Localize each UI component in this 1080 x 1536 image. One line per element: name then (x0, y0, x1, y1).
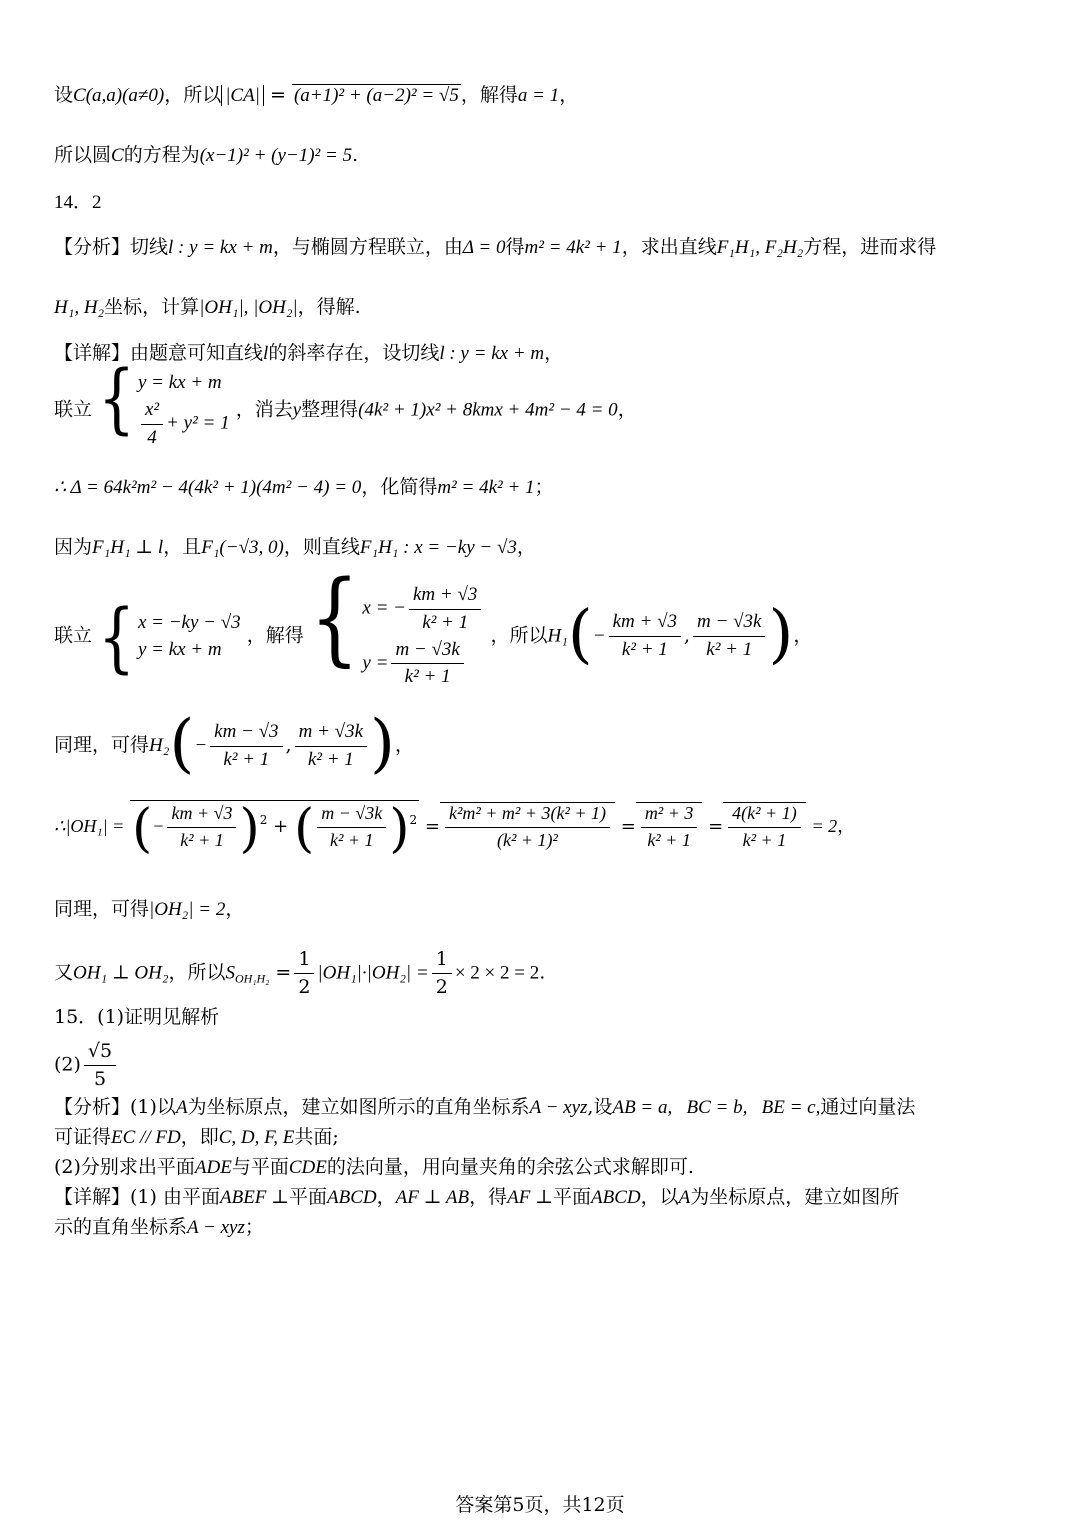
point-c-def: C(a,a)(a≠0) (73, 85, 165, 106)
tangent-line: l : y = kx + m (439, 343, 545, 364)
q14-oh1: ∴|OH₁| = (− $\frac{km + √3}{\text{k² + 1}}$ )$^2$ + ( $\frac{m - √3k}{\text{k² + 1}}$ )$^2$ = $\frac{\text{k²m² + m² + 3(k² + 1)}}{\text{(k² + 1)²}}$ = $\frac{\text{m² + 3}}{\text{k² + 1}}$ = $\frac{\text{4(k² + 1)}}{\text{k² + 1}}$ = 2， (54, 799, 856, 860)
perp-plane: ABEF ⊥ (219, 1187, 290, 1208)
system-row-2: y = kx + m (137, 638, 222, 660)
text: (1) 由平面 (130, 1186, 220, 1208)
q15-analysis-1 (54, 1096, 1040, 1120)
frac-num: km + √3 (609, 611, 681, 637)
text: ，得 (469, 1186, 508, 1208)
points-h1-h2: H₁, H₂ (54, 297, 105, 318)
solution-y (362, 639, 484, 690)
m-squared: m² = 4k² + 1 (524, 237, 622, 258)
simplified-result: m² = 4k² + 1 (437, 477, 535, 498)
text: ，所以 (168, 961, 226, 984)
frac-den: 4 (147, 426, 157, 448)
perp-oh: OH₁ ⊥ OH₂ (73, 962, 169, 984)
q14-oh2 (54, 898, 1040, 922)
point-h2: H₂ (149, 735, 170, 756)
text: 方程，进而求得 (803, 236, 937, 258)
q14-perpendicular (54, 536, 1040, 560)
q14-solve-h1: 联立 { x = −ky − √3 y = kx + m ，解得 { x = − $\frac{km + √3}{\text{k² + 1}}$ y = $\frac{m - √3k}{\text{k² + 1}}$ ，所以H₁(− $\frac{km + √3}{\text{k² + 1}}$ , $\frac{m - √3k}{\text{k² + 1}}$ )， (54, 560, 813, 688)
text: 同理，可得 (54, 898, 150, 920)
q14-detail-1 (54, 342, 1040, 366)
frac-num: 1 (432, 948, 452, 974)
system-row-1: x = −ky − √3 (137, 611, 241, 633)
text: 共面; (294, 1126, 339, 1148)
text: ，且 (163, 536, 202, 558)
frac-num: m + √3k (295, 721, 367, 747)
detail-tag: 【详解】 (54, 342, 131, 364)
oh1-lhs: ∴|OH₁| = (54, 816, 125, 837)
text: ， (544, 342, 564, 364)
text: 整理得 (301, 398, 359, 421)
text: ， (225, 898, 245, 920)
q14-h2: 同理，可得H₂(− $\frac{km - √3}{\text{k² + 1}}$ , $\frac{m + √3k}{\text{k² + 1}}$ )， (54, 707, 414, 781)
quadratic-equation: (4k² + 1)x² + 8kmx + 4m² − 4 = 0 (358, 399, 618, 421)
q14-analysis (54, 236, 1040, 260)
text: ，得解. (297, 296, 361, 318)
q14-area (54, 948, 1040, 999)
text: ，以 (640, 1186, 679, 1208)
abs-ca: |CA| (221, 85, 264, 106)
text: 平面 (289, 1186, 328, 1208)
text: ，所以 (490, 624, 548, 647)
frac-den: k² + 1 (329, 829, 374, 850)
system-row-2 (138, 399, 230, 450)
text: ， (516, 536, 536, 558)
frac-num: x² (141, 399, 163, 425)
oh2-equation: |OH₂| = 2 (149, 899, 226, 920)
frac-den: 5 (93, 1067, 107, 1090)
text: 又 (54, 961, 74, 984)
q15-detail-2 (54, 1216, 1040, 1240)
text: ，化简得 (361, 476, 438, 498)
frac-num: √5 (84, 1040, 116, 1066)
text: ，即 (180, 1126, 219, 1148)
frac-den: k² + 1 (621, 639, 668, 661)
area-calc: × 2 × 2 = 2 (454, 962, 540, 984)
focus-f1: F₁(−√3, 0) (201, 537, 284, 558)
text: . (352, 144, 359, 166)
text: ， (793, 624, 813, 647)
plane-abcd: ABCD (591, 1187, 641, 1208)
text: 联立 (54, 624, 93, 647)
abs-product: |OH₁|·|OH₂| = (317, 962, 429, 984)
question-14-answer: 14．2 (54, 192, 102, 213)
q15-analysis-2 (54, 1126, 1040, 1150)
x-lhs: x = − (362, 597, 406, 619)
text: 因为 (54, 536, 93, 558)
lines-f1h1-f2h2: F₁H₁, F₂H₂ (716, 237, 804, 258)
plane-cde: CDE (288, 1157, 327, 1178)
text: ，消去 (235, 398, 293, 421)
frac-num: m − √3k (693, 611, 765, 637)
equation-system: { y = kx + m $\frac{\text{x²}}{4}$ + y² = 1 (98, 353, 230, 448)
solution-x (362, 584, 484, 635)
delta-zero: Δ = 0 (462, 237, 506, 258)
circle-c: C (111, 145, 124, 166)
line-circle-equation (54, 144, 1040, 168)
text: 通过向量法 (820, 1096, 916, 1118)
text: ， (376, 1186, 396, 1208)
text: ，求出直线 (621, 236, 717, 258)
point-h1: H₁ (547, 625, 568, 647)
perp-af: AF ⊥ (507, 1187, 553, 1208)
text: 所以圆 (54, 144, 112, 166)
text: ； (244, 1216, 264, 1238)
text: 平面 (552, 1186, 591, 1208)
tangent-line: l : y = kx + m (168, 237, 273, 258)
text: 设 (54, 84, 74, 106)
area-s: S (225, 962, 235, 984)
frac-den: k² + 1 (706, 639, 753, 661)
frac-num: k²m² + m² + 3(k² + 1) (445, 803, 610, 828)
text: 示的直角坐标系 (54, 1216, 188, 1238)
equals: = (275, 961, 292, 984)
text: 的法向量，用向量夹角的余弦公式求解即可. (326, 1156, 694, 1178)
text: ； (534, 476, 554, 498)
text: 可证得 (54, 1126, 112, 1148)
text: ， (559, 84, 579, 106)
text: 坐标，计算 (104, 296, 200, 318)
text: ，解得 (246, 624, 304, 647)
variables: AB = a, BC = b, BE = c, (612, 1097, 821, 1118)
sqrt-sum: (− $\frac{km + √3}{\text{k² + 1}}$ )$^2$ + ( $\frac{m - √3k}{\text{k² + 1}}$ )$^2$ (132, 799, 418, 860)
perp-relation: F₁H₁ ⊥ l (92, 537, 164, 558)
analysis-tag: 【分析】 (54, 236, 131, 258)
text: . (539, 961, 546, 984)
frac-num: m − √3k (391, 639, 463, 665)
text: ,设 (587, 1096, 613, 1118)
text: ，则直线 (283, 536, 360, 558)
line-l: l (263, 343, 269, 364)
frac-den: k² + 1 (647, 829, 691, 850)
text: ， (617, 398, 637, 421)
frac-num: m − √3k (317, 803, 386, 828)
q14-delta (54, 476, 1040, 500)
frac-den: k² + 1 (422, 611, 469, 633)
text: (1)以 (130, 1096, 176, 1118)
frac-den: k² + 1 (223, 748, 270, 770)
text: 切线 (130, 236, 169, 258)
frac-den: k² + 1 (180, 829, 224, 850)
plane-ade: ADE (194, 1157, 232, 1178)
points-cdfe: C, D, F, E (218, 1127, 295, 1148)
plane-abcd: ABCD (327, 1187, 377, 1208)
point-a: A (175, 1097, 188, 1118)
frac-num: km + √3 (167, 803, 236, 828)
y-lhs: y = (362, 652, 389, 674)
text: 得 (505, 236, 525, 258)
text: 联立 (54, 398, 93, 421)
system-row-1: y = kx + m (137, 372, 222, 393)
analysis-tag: 【分析】 (54, 1096, 131, 1118)
discriminant-equation: ∴ Δ = 64k²m² − 4(4k² + 1)(4m² − 4) = 0 (54, 477, 362, 498)
frac-den: k² + 1 (307, 748, 354, 770)
q15-detail-1 (54, 1186, 1040, 1210)
frac-den: 2 (435, 975, 448, 998)
circle-equation: (x−1)² + (y−1)² = 5 (199, 145, 353, 166)
solution-a: a = 1 (517, 85, 560, 106)
text: 的方程为 (123, 144, 200, 166)
text: 为坐标原点，建立如图所 (690, 1186, 900, 1208)
q15-analysis-3 (54, 1156, 1040, 1180)
coord-system: A − xyz (529, 1097, 588, 1118)
sqrt-expression: (a+1)² + (a−2)² = √5 (293, 85, 459, 106)
area-sub: OH₁H₂ (235, 971, 270, 986)
equation-system: { x = −ky − √3 y = kx + m (98, 592, 241, 681)
var-y: y (292, 399, 302, 421)
oh1-result: = 2 (811, 816, 838, 837)
text: 由题意可知直线 (130, 342, 264, 364)
frac-num: km + √3 (409, 584, 481, 610)
abs-oh: |OH₁|, |OH₂| (199, 297, 298, 318)
part-label: (2) (54, 1053, 81, 1076)
frac-den: (k² + 1)² (497, 829, 558, 850)
solution-system: { x = − $\frac{km + √3}{\text{k² + 1}}$ y = $\frac{m - √3k}{\text{k² + 1}}$ (310, 584, 485, 689)
parallel-relation: EC // FD (111, 1127, 181, 1148)
row-rest: + y² = 1 (166, 412, 230, 434)
line-point-c: 设C(a,a)(a≠0)，所以 |CA| = (a+1)² + (a−2)² = √5 ，解得a = 1， (54, 84, 579, 106)
frac-num: km − √3 (210, 721, 282, 747)
frac-den: k² + 1 (404, 666, 451, 688)
question-15-answer-2 (54, 1040, 1040, 1091)
text: 与平面 (231, 1156, 289, 1178)
text: 的斜率存在，设切线 (268, 342, 440, 364)
text: 为坐标原点，建立如图所示的直角坐标系 (187, 1096, 530, 1118)
coord-system: A − xyz (187, 1217, 245, 1238)
frac-num: m² + 3 (641, 803, 698, 828)
point-a: A (678, 1187, 691, 1208)
text: ， (837, 816, 856, 838)
frac-num: 4(k² + 1) (728, 803, 801, 828)
text: (2)分别求出平面 (54, 1156, 195, 1178)
frac-den: k² + 1 (742, 829, 787, 850)
question-15-answer-1: 15．(1)证明见解析 (54, 1006, 220, 1028)
perp-af-ab: AF ⊥ AB (395, 1187, 470, 1208)
text: ， (394, 734, 414, 756)
frac-num: 1 (294, 948, 314, 974)
q14-analysis-2 (54, 296, 1040, 320)
text: ，解得 (460, 84, 518, 106)
text: ，所以 (164, 84, 222, 106)
line-f1h1: F₁H₁ : x = −ky − √3 (359, 537, 517, 558)
text: ，与椭圆方程联立，由 (272, 236, 463, 258)
frac-den: 2 (298, 975, 311, 998)
detail-tag: 【详解】 (54, 1186, 131, 1208)
text: 同理，可得 (54, 734, 150, 756)
page-footer: 答案第5页，共12页 (455, 1494, 625, 1516)
